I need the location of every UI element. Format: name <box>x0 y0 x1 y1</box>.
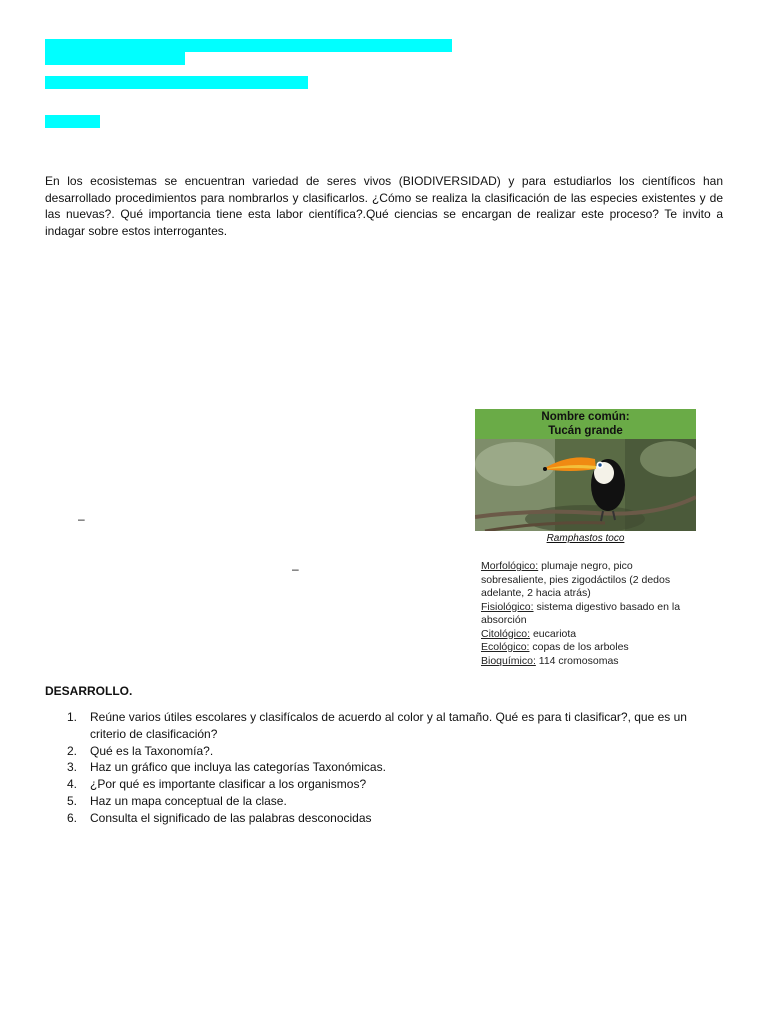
task-number: 1. <box>67 710 78 724</box>
section-title: DESARROLLO. <box>45 684 133 698</box>
trait-key: Bioquímico: <box>481 654 536 667</box>
trait-value: 114 cromosomas <box>535 654 619 667</box>
redacted-label <box>45 115 100 128</box>
trait-item <box>481 601 696 628</box>
trait-value: sistema digestivo basado en la absorción <box>481 600 681 626</box>
traits-list <box>481 560 696 668</box>
trait-item <box>481 641 696 655</box>
task-number: 3. <box>67 760 78 775</box>
task-number: 5. <box>67 793 78 808</box>
intro-paragraph: En los ecosistemas se encuentran variedad de seres vivos (BIODIVERSIDAD) y para estudiarlos los científicos han desarrollado procedimientos para nombrarlos y clasificarlos. ¿Cómo se realiza la clasificación de las especies existentes y de las nuevas?. Qué importancia tiene esta labor científica?.Qué ciencias se encargan de realizar este proceso? Te invito a indagar sobre estos interrogantes. <box>45 174 723 238</box>
task-number: 6. <box>67 810 78 825</box>
trait-value: copas de los arboles <box>529 641 629 653</box>
trait-value: eucariota <box>530 627 577 640</box>
common-name-value: Tucán grande <box>548 425 623 437</box>
scientific-name: Ramphastos toco <box>546 533 625 544</box>
task-text: Reúne varios útiles escolares y clasifícalos de acuerdo al color y al tamaño. Qué es para ti clasificar?, que es un criterio de clasificación? <box>90 710 687 741</box>
trait-key: Morfológico: <box>481 560 539 572</box>
toucan-photo <box>475 439 696 531</box>
task-item <box>45 776 725 793</box>
trait-item <box>481 655 696 669</box>
trait-item <box>481 560 696 601</box>
trait-value: plumaje negro, pico sobresaliente, pies zigodáctilos (2 dedos adelante, 2 hacia atrás) <box>481 560 671 599</box>
redacted-subtitle <box>45 76 308 89</box>
task-text: Qué es la Taxonomía?. <box>90 743 214 758</box>
task-item <box>45 759 725 776</box>
dash-mark: – <box>292 562 299 576</box>
task-item <box>45 709 725 743</box>
task-list <box>45 709 725 827</box>
task-text: ¿Por qué es importante clasificar a los organismos? <box>90 777 367 792</box>
common-name-label: Nombre común: <box>541 411 630 423</box>
task-text: Haz un mapa conceptual de la clase. <box>90 793 287 808</box>
card-header <box>475 409 696 439</box>
redacted-title-line-1 <box>45 39 452 52</box>
dash-mark: – <box>78 512 85 526</box>
trait-key: Citológico: <box>481 627 531 640</box>
redacted-title-line-2 <box>45 52 185 65</box>
trait-key: Ecológico: <box>481 641 530 653</box>
task-text: Haz un gráfico que incluya las categorías Taxonómicas. <box>90 760 386 775</box>
trait-item <box>481 628 696 642</box>
task-number: 2. <box>67 743 78 758</box>
task-text: Consulta el significado de las palabras desconocidas <box>90 810 372 825</box>
task-item <box>45 810 725 827</box>
task-item <box>45 743 725 760</box>
task-item <box>45 793 725 810</box>
trait-key: Fisiológico: <box>481 600 534 613</box>
task-number: 4. <box>67 777 78 792</box>
species-card <box>475 409 696 669</box>
